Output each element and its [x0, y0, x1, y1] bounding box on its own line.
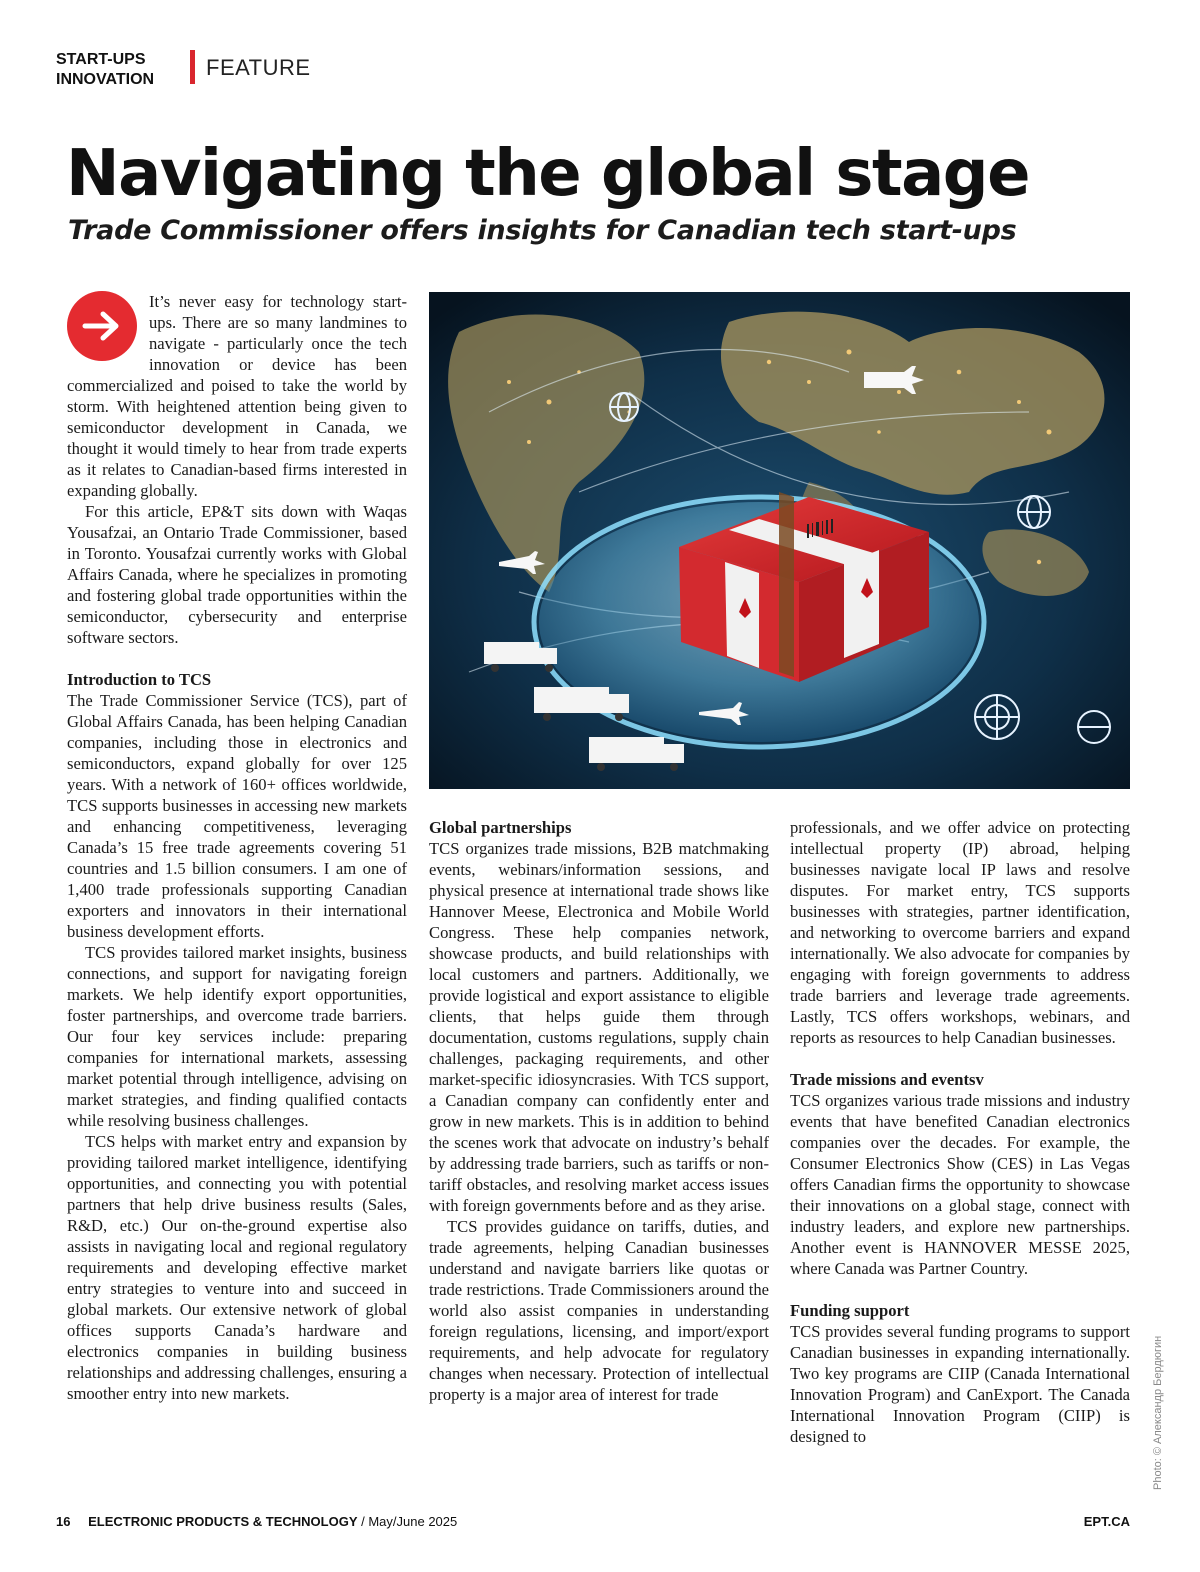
body-paragraph: TCS provides guidance on tariffs, duties, and trade agreements, helping Canadian businesses understand and navigate barriers like quotas or trade restrictions. Trade Commissioners around the world also assist companies in understanding foreign regulations, licensing, and import/export requirements, and help advocate for regulatory changes when necessary. Protection of intellectual property is a major area of interest for trade [429, 1217, 769, 1404]
section-label-innovation: INNOVATION [56, 71, 155, 88]
body-paragraph: For this article, EP&T sits down with Waqas Yousafzai, an Ontario Trade Commissioner, based in Toronto. Yousafzai currently works with Global Affairs Canada, where he specializes in promoting and fostering global trade opportunities within the semiconductor, cybersecurity and enterprise software sectors. [67, 502, 407, 647]
body-paragraph: TCS organizes various trade missions and industry events that have benefited Canadian electronics companies over the decades. For example, the Consumer Electronics Show (CES) in Las Vegas offers Canadian firms the opportunity to showcase their innovations on a global stage, connect with industry leaders, and explore new partnerships. Another event is HANNOVER MESSE 2025, where Canada was Partner Country. [790, 1091, 1130, 1278]
website-url: EPT.CA [1083, 1514, 1130, 1529]
article-column-1 [67, 291, 407, 1404]
feature-label: FEATURE [206, 55, 311, 80]
article-column-3 [790, 817, 1130, 1447]
article-title: Navigating the global stage [66, 137, 1029, 211]
body-paragraph: professionals, and we offer advice on protecting intellectual property (IP) abroad, helping businesses navigate local IP laws and resolve disputes. For market entry, TCS supports businesses with strategies, partner identification, and networking to overcome barriers and expand internationally. We also advocate for companies by engaging with foreign governments to address trade barriers and leverage trade agreements. Lastly, TCS offers workshops, webinars, and reports as resources to help Canadian businesses. [790, 818, 1130, 1047]
section-heading: Trade missions and eventsv [790, 1070, 984, 1089]
body-paragraph: The Trade Commissioner Service (TCS), part of Global Affairs Canada, has been helping Canadian companies, including those in electronics and semiconductors, expand globally for over 125 years. With a network of 160+ offices worldwide, TCS supports businesses in accessing new markets and enhancing competitiveness, leveraging Canada’s 15 free trade agreements covering 51 countries and 1.5 billion consumers. I am one of 1,400 trade professionals supporting Canadian exporters and innovators in their international business development efforts. [67, 691, 407, 941]
page-number: 16 [56, 1514, 71, 1529]
body-paragraph: TCS helps with market entry and expansion by providing tailored market intelligence, identifying opportunities, and connecting you with potential partners that help drive business results (Sales, R&D, etc.) Our on-the-ground expertise also assists in navigating local and regional regulatory requirements and developing effective market entry strategies to venture into and succeed in global markets. Our extensive network of global offices supports Canada’s hardware and electronics companies in building business relationships and addressing challenges, ensuring a smoother entry into new markets. [67, 1132, 407, 1403]
section-label-startups: START-UPS [56, 51, 146, 68]
publication-name: ELECTRONIC PRODUCTS & TECHNOLOGY [88, 1514, 358, 1529]
section-tag [56, 50, 154, 90]
article-subtitle: Trade Commissioner offers insights for Canadian tech start-ups [68, 215, 1017, 246]
section-heading: Funding support [790, 1301, 910, 1320]
section-heading: Global partnerships [429, 818, 572, 837]
section-divider-bar [190, 50, 195, 84]
intro-paragraph: It’s never easy for technology start-ups. There are so many landmines to navigate - particularly once the tech innovation or device has been commercialized and poised to take the world by storm. With heightened attention being given to semiconductor development in Canada, we thought it would timely to hear from trade experts as it relates to Canadian-based firms interested in expanding globally. [67, 292, 407, 500]
page-footer [56, 1514, 457, 1529]
photo-credit: Photo: © Александр Бердюгин [1152, 1335, 1164, 1490]
issue-date: / May/June 2025 [361, 1514, 458, 1529]
body-paragraph: TCS provides several funding programs to support Canadian businesses in expanding internationally. Two key programs are CIIP (Canada International Innovation Program) and CanExport. The Canada International Innovation Program (CIIP) is designed to [790, 1322, 1130, 1446]
body-paragraph: TCS provides tailored market insights, business connections, and support for navigating foreign markets. We help identify export opportunities, foster partnerships, and overcome trade barriers. Our four key services include: preparing companies for international markets, assessing market potential through intelligence, advising on market strategies, and finding qualified contacts while resolving business challenges. [67, 943, 407, 1130]
section-heading: Introduction to TCS [67, 670, 212, 689]
body-paragraph: TCS organizes trade missions, B2B matchmaking events, webinars/information sessions, and physical presence at international trade shows like Hannover Meese, Electronica and Mobile World Congress. These help companies network, showcase products, and build relationships with local customers and partners. Additionally, we provide logistical and export assistance to eligible clients, that helps guide them through documentation, customs regulations, supply chain challenges, packaging requirements, and other market-specific idiosyncrasies. With TCS support, a Canadian company can confidently enter and grow in new markets. This is in addition to behind the scenes work that advocate on industry’s behalf by addressing trade barriers, such as tariffs or non-tariff obstacles, and resolving market access issues with foreign governments before and as they arise. [429, 839, 769, 1215]
article-column-2 [429, 817, 769, 1405]
hero-image [429, 292, 1130, 789]
arrow-right-icon [67, 291, 137, 361]
